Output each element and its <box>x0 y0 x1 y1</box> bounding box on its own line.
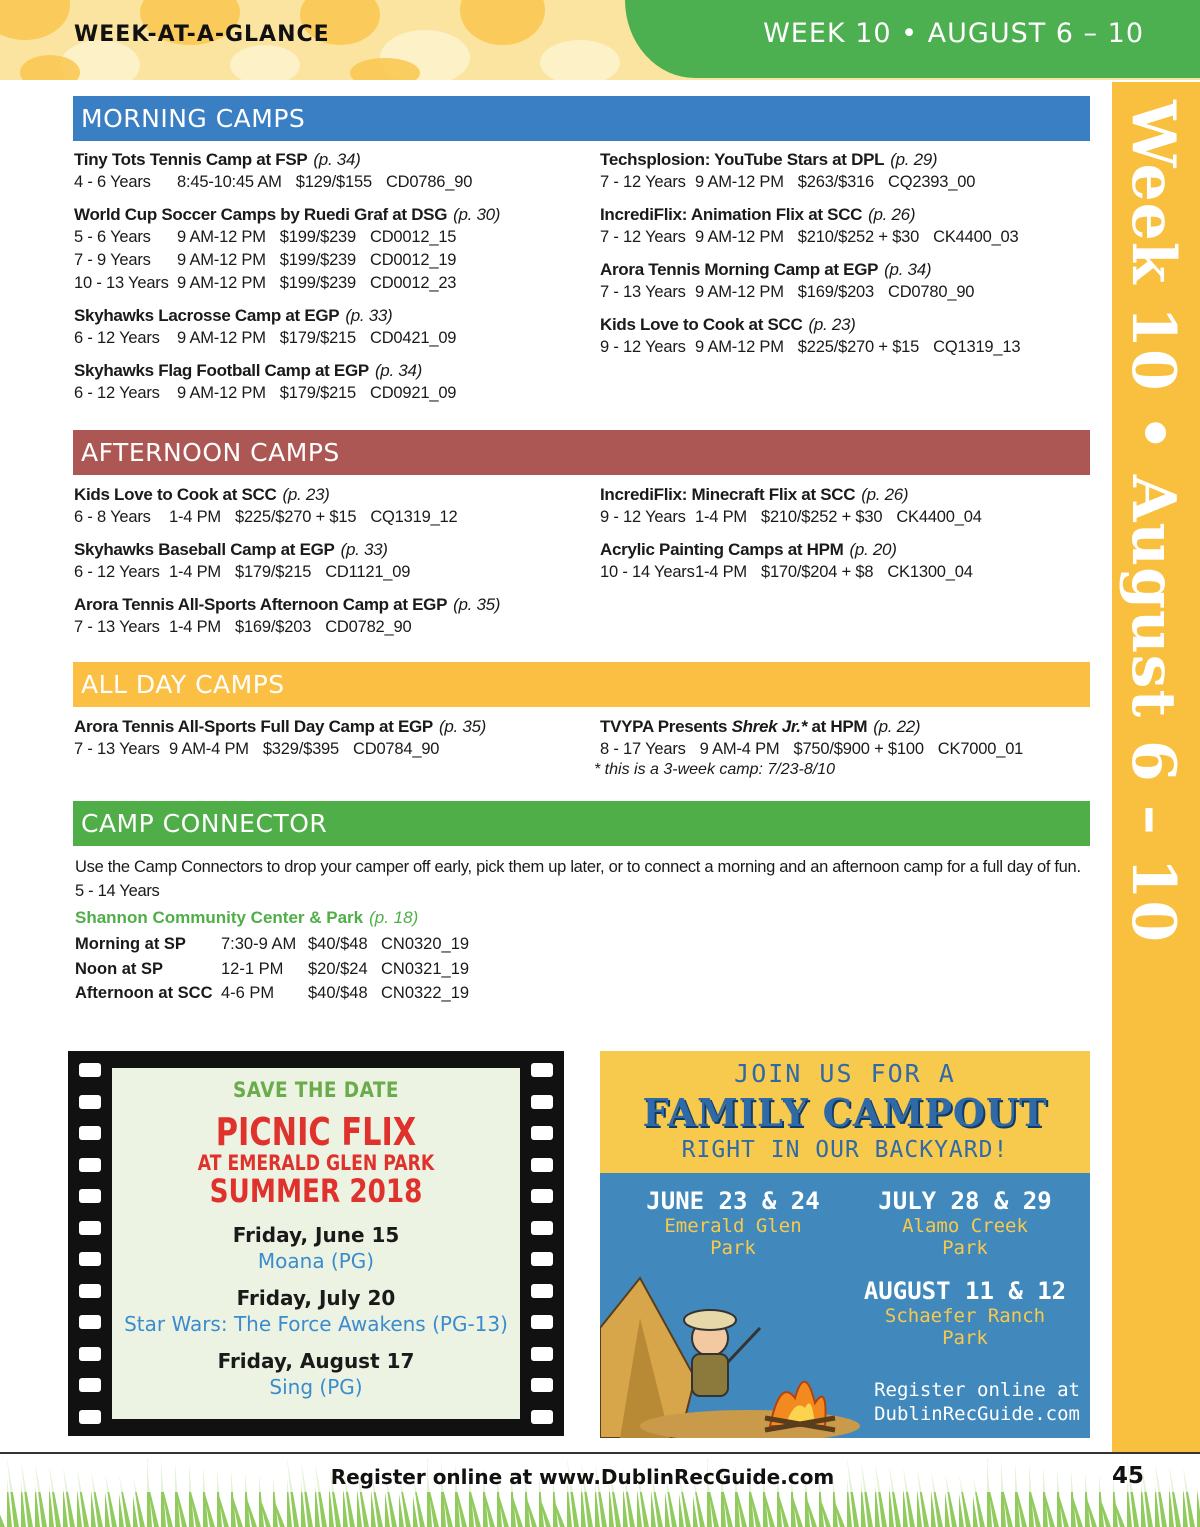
film-sprocket-hole <box>531 1158 553 1172</box>
afternoon-camps-header: AFTERNOON CAMPS <box>73 430 1090 475</box>
camp-details <box>74 382 574 405</box>
camp-entry <box>600 148 1100 194</box>
film-sprocket-hole <box>79 1158 101 1172</box>
showing-movie: Star Wars: The Force Awakens (PG-13) <box>124 1312 508 1336</box>
showing-movie: Sing (PG) <box>269 1375 363 1399</box>
camp-name: Acrylic Painting Camps at HPM <box>600 540 844 559</box>
connector-time: 7:30-9 AM <box>221 935 297 953</box>
camp-time: 1-4 PM <box>695 508 747 526</box>
camp-age: 10 - 13 Years <box>74 274 169 292</box>
camp-age: 7 - 13 Years <box>74 740 160 758</box>
film-sprocket-hole <box>531 1189 553 1203</box>
connector-code: CN0321_19 <box>381 959 470 978</box>
camp-details <box>74 561 574 584</box>
camp-details <box>74 249 574 272</box>
camp-time: 9 AM-12 PM <box>177 329 266 347</box>
camp-age: 9 - 12 Years <box>600 338 686 356</box>
film-sprocket-hole <box>79 1126 101 1140</box>
camp-time: 9 AM-12 PM <box>695 283 784 301</box>
camp-age: 4 - 6 Years <box>74 173 151 191</box>
film-sprocket-hole <box>531 1378 553 1392</box>
camp-age: 7 - 13 Years <box>74 618 160 636</box>
campout-place: Emerald Glen <box>664 1215 802 1237</box>
camp-title <box>74 483 574 506</box>
camp-time: 9 AM-12 PM <box>177 274 266 292</box>
camp-entry <box>74 148 574 194</box>
camp-connector-header: CAMP CONNECTOR <box>73 801 1090 846</box>
film-sprocket-hole <box>531 1221 553 1235</box>
all-day-camps-left-column <box>74 715 574 770</box>
camp-price: $210/$252 + $30 <box>797 228 920 246</box>
film-sprocket-hole <box>79 1221 101 1235</box>
connector-name: Morning at SP <box>75 935 186 953</box>
camp-time: 9 AM-12 PM <box>695 338 784 356</box>
camp-page-ref: (p. 22) <box>873 717 921 736</box>
film-sprocket-hole <box>531 1252 553 1266</box>
camp-age: 9 - 12 Years <box>600 508 686 526</box>
camp-page-ref: (p. 33) <box>345 306 393 325</box>
camp-details <box>600 281 1100 304</box>
campout-place-suffix: Park <box>942 1237 988 1259</box>
camp-age: 7 - 13 Years <box>600 283 686 301</box>
camp-name-prefix: TVYPA Presents <box>600 717 732 736</box>
camp-entry <box>74 483 574 529</box>
camp-title <box>600 538 1100 561</box>
week-at-a-glance-label: WEEK-AT-A-GLANCE <box>74 22 330 47</box>
camp-time: 9 AM-12 PM <box>695 173 784 191</box>
camp-details <box>600 506 1100 529</box>
campout-date-block <box>850 1187 1080 1259</box>
camp-page-ref: (p. 34) <box>884 260 932 279</box>
camp-title <box>600 715 1100 738</box>
camp-title <box>74 593 574 616</box>
showing-date: Friday, June 15 <box>232 1223 400 1247</box>
camp-age: 10 - 14 Years <box>600 563 695 581</box>
side-week-tab-text: Week 10 • August 6 – 10 <box>1118 100 1188 944</box>
camp-entry <box>74 304 574 350</box>
campout-join: JOIN US FOR A <box>734 1059 956 1088</box>
camp-name: IncrediFlix: Animation Flix at SCC <box>600 205 863 224</box>
camp-code: CD0012_23 <box>370 274 457 292</box>
camp-age: 6 - 12 Years <box>74 384 160 402</box>
camp-price: $129/$155 <box>295 173 372 191</box>
camp-price: $750/$900 + $100 <box>793 740 924 758</box>
connector-time: 4-6 PM <box>221 984 275 1002</box>
camp-price: $179/$215 <box>279 329 356 347</box>
camp-code: CK4400_04 <box>896 508 982 526</box>
campout-place-suffix: Park <box>710 1237 756 1259</box>
camp-time: 9 AM-12 PM <box>177 251 266 269</box>
camp-price: $199/$239 <box>279 228 356 246</box>
camp-code: CK1300_04 <box>887 563 973 581</box>
camp-code: CK4400_03 <box>933 228 1019 246</box>
campout-title: FAMILY CAMPOUT <box>642 1090 1048 1135</box>
film-sprocket-hole <box>79 1347 101 1361</box>
camp-code: CD0421_09 <box>370 329 457 347</box>
footer-register-link[interactable]: Register online at www.DublinRecGuide.com <box>330 1465 835 1489</box>
film-sprocket-hole <box>531 1410 553 1424</box>
campout-register-url[interactable]: DublinRecGuide.com <box>874 1403 1080 1425</box>
showing-movie: Moana (PG) <box>257 1249 375 1273</box>
campout-place: Alamo Creek <box>902 1215 1028 1237</box>
camp-details <box>74 272 574 295</box>
camp-details <box>600 226 1100 249</box>
camp-details <box>74 738 574 761</box>
connector-row <box>75 932 469 957</box>
page-number: 45 <box>1112 1463 1145 1489</box>
camp-title <box>600 483 1100 506</box>
camp-price: $179/$215 <box>279 384 356 402</box>
camp-price: $329/$395 <box>262 740 340 758</box>
camp-footnote: * this is a 3-week camp: 7/23-8/10 <box>594 761 836 778</box>
camp-page-ref: (p. 34) <box>374 361 422 380</box>
camp-name: Kids Love to Cook at SCC <box>600 315 803 334</box>
camp-price: $225/$270 + $15 <box>234 508 357 526</box>
connector-name: Noon at SP <box>75 959 164 978</box>
camp-entry <box>600 483 1100 529</box>
film-sprocket-hole <box>531 1095 553 1109</box>
picnic-flix-season: SUMMER 2018 <box>209 1172 423 1210</box>
camp-page-ref: (p. 34) <box>313 150 361 169</box>
film-sprocket-hole <box>79 1410 101 1424</box>
camp-age: 7 - 9 Years <box>74 251 151 269</box>
camp-age: 7 - 12 Years <box>600 228 686 246</box>
camp-age: 5 - 6 Years <box>74 228 151 246</box>
camp-page-ref: (p. 23) <box>282 485 330 504</box>
campout-date: JULY 28 & 29 <box>878 1187 1052 1215</box>
all-day-camps-header: ALL DAY CAMPS <box>73 662 1090 707</box>
camp-page-ref: (p. 35) <box>438 717 487 736</box>
camp-code: CQ2393_00 <box>888 173 976 191</box>
connector-price: $20/$24 <box>308 959 368 978</box>
camp-page-ref: (p. 26) <box>861 485 909 504</box>
camp-title <box>74 304 574 327</box>
camp-entry <box>74 715 574 761</box>
campout-date-block <box>840 1277 1090 1349</box>
camp-age: 8 - 17 Years <box>600 740 686 758</box>
camp-name: IncrediFlix: Minecraft Flix at SCC <box>600 485 856 504</box>
save-the-date: SAVE THE DATE <box>232 1078 399 1102</box>
picnic-flix-subtitle: AT EMERALD GLEN PARK <box>197 1151 435 1175</box>
camp-time: 8:45-10:45 AM <box>177 173 282 191</box>
camp-page-ref: (p. 20) <box>849 540 897 559</box>
camp-time: 1-4 PM <box>695 563 747 581</box>
camp-name: Tiny Tots Tennis Camp at FSP <box>74 150 308 169</box>
connector-description-text: Use the Camp Connectors to drop your camper off early, pick them up later, or to connect a morning and an afternoon camp for a full day of fun. <box>75 858 1081 876</box>
camp-entry <box>600 203 1100 249</box>
film-sprocket-hole <box>531 1126 553 1140</box>
film-sprocket-hole <box>79 1063 101 1077</box>
camp-name: Techsplosion: YouTube Stars at DPL <box>600 150 885 169</box>
camp-age: 7 - 12 Years <box>600 173 686 191</box>
camp-age: 6 - 12 Years <box>74 563 160 581</box>
connector-ages: 5 - 14 Years <box>75 882 160 900</box>
camp-details <box>600 738 1100 761</box>
camp-price: $210/$252 + $30 <box>760 508 883 526</box>
film-sprocket-hole <box>79 1252 101 1266</box>
camp-time: 9 AM-4 PM <box>169 740 249 758</box>
camp-code: CD0786_90 <box>385 173 473 191</box>
camp-details <box>74 616 574 639</box>
camp-time: 9 AM-4 PM <box>699 740 780 758</box>
camp-code: CQ1319_12 <box>370 508 458 526</box>
camp-details <box>600 561 1100 584</box>
campout-place: Schaefer Ranch <box>884 1305 1046 1327</box>
camp-details <box>74 327 574 350</box>
camp-title <box>600 148 1100 171</box>
connector-time: 12-1 PM <box>221 959 284 978</box>
camp-code: CD0012_15 <box>370 228 457 246</box>
camp-page-ref: (p. 33) <box>340 540 388 559</box>
camp-code: CD0780_90 <box>888 283 975 301</box>
film-sprocket-hole <box>531 1315 553 1329</box>
camp-age: 6 - 12 Years <box>74 329 160 347</box>
camp-name: Skyhawks Lacrosse Camp at EGP <box>74 306 340 325</box>
connector-name: Afternoon at SCC <box>75 984 213 1002</box>
camp-time: 1-4 PM <box>169 618 221 636</box>
camp-entry <box>74 593 574 639</box>
film-sprocket-hole <box>531 1284 553 1298</box>
camp-time: 9 AM-12 PM <box>177 384 266 402</box>
film-sprocket-hole <box>79 1378 101 1392</box>
camp-title <box>600 203 1100 226</box>
camp-title <box>74 538 574 561</box>
film-sprocket-hole <box>79 1095 101 1109</box>
camp-name: Skyhawks Flag Football Camp at EGP <box>74 361 369 380</box>
camp-entry <box>600 258 1100 304</box>
picnic-flix-screen <box>112 1068 520 1419</box>
camp-price: $169/$203 <box>234 618 312 636</box>
film-sprocket-hole <box>79 1315 101 1329</box>
connector-location-page: (p. 18) <box>369 908 419 927</box>
camper-campfire-illustration <box>600 1258 860 1438</box>
morning-camps-left-column <box>74 148 574 414</box>
all-day-camps-right-column <box>594 715 1100 788</box>
connector-location-name: Shannon Community Center & Park <box>75 908 364 927</box>
film-sprocket-hole <box>531 1063 553 1077</box>
camp-details <box>74 226 574 249</box>
connector-description <box>75 855 1095 903</box>
connector-row <box>75 981 469 1006</box>
camp-entry <box>74 538 574 584</box>
camp-code: CD0784_90 <box>353 740 440 758</box>
camp-name: Arora Tennis All-Sports Afternoon Camp at EGP <box>74 595 448 614</box>
connector-schedule-table <box>75 932 469 1006</box>
camp-time: 1-4 PM <box>169 508 221 526</box>
camp-price: $170/$204 + $8 <box>760 563 874 581</box>
camp-price: $169/$203 <box>797 283 874 301</box>
camp-age: 6 - 8 Years <box>74 508 151 526</box>
camp-name-suffix: at HPM <box>807 717 868 736</box>
camp-code: CD1121_09 <box>325 563 411 581</box>
camp-time: 9 AM-12 PM <box>177 228 266 246</box>
film-sprocket-hole <box>79 1284 101 1298</box>
camp-price: $263/$316 <box>797 173 874 191</box>
campout-header <box>600 1051 1090 1173</box>
connector-location <box>75 908 418 928</box>
camp-entry <box>600 538 1100 584</box>
camp-details <box>600 171 1100 194</box>
connector-code: CN0322_19 <box>381 984 470 1002</box>
morning-camps-header: MORNING CAMPS <box>73 96 1090 141</box>
camp-page-ref: (p. 26) <box>868 205 916 224</box>
camp-name: Arora Tennis All-Sports Full Day Camp at EGP <box>74 717 433 736</box>
connector-row <box>75 957 469 982</box>
connector-price: $40/$48 <box>308 984 368 1002</box>
camp-entry <box>600 313 1100 359</box>
camp-code: CD0921_09 <box>370 384 457 402</box>
camp-time: 9 AM-12 PM <box>695 228 784 246</box>
camp-code: CK7000_01 <box>937 740 1024 758</box>
camp-price: $199/$239 <box>279 274 356 292</box>
campout-register-text: Register online at <box>874 1379 1080 1401</box>
film-sprocket-hole <box>531 1347 553 1361</box>
film-sprocket-hole <box>79 1189 101 1203</box>
campout-body <box>600 1173 1090 1438</box>
picnic-flix-title: PICNIC FLIX <box>215 1110 417 1154</box>
camp-title <box>74 203 574 226</box>
camp-page-ref: (p. 29) <box>890 150 938 169</box>
camp-entry <box>594 715 1100 779</box>
camp-page-ref: (p. 30) <box>453 205 501 224</box>
camp-name: Skyhawks Baseball Camp at EGP <box>74 540 335 559</box>
camp-price: $225/$270 + $15 <box>797 338 920 356</box>
camp-code: CD0012_19 <box>370 251 457 269</box>
family-campout-ad <box>600 1051 1090 1438</box>
camp-name: Kids Love to Cook at SCC <box>74 485 277 504</box>
camp-title <box>74 715 574 738</box>
camp-entry <box>74 359 574 405</box>
campout-date-block <box>618 1187 848 1259</box>
camp-page-ref: (p. 35) <box>453 595 501 614</box>
camp-name: Arora Tennis Morning Camp at EGP <box>600 260 879 279</box>
afternoon-camps-right-column <box>600 483 1100 593</box>
campout-tagline: RIGHT IN OUR BACKYARD! <box>681 1137 1009 1163</box>
campout-date: AUGUST 11 & 12 <box>863 1277 1067 1305</box>
campout-register <box>874 1378 1080 1426</box>
connector-code: CN0320_19 <box>381 935 470 953</box>
morning-camps-right-column <box>600 148 1100 368</box>
campout-place-suffix: Park <box>942 1327 988 1349</box>
connector-price: $40/$48 <box>308 935 368 953</box>
camp-name: World Cup Soccer Camps by Ruedi Graf at DSG <box>74 205 448 224</box>
afternoon-camps-left-column <box>74 483 574 648</box>
camp-entry <box>74 203 574 295</box>
campout-date: JUNE 23 & 24 <box>646 1187 820 1215</box>
camp-title <box>600 313 1100 336</box>
header-week-title: WEEK 10 • AUGUST 6 – 10 <box>763 18 1144 49</box>
camp-price: $199/$239 <box>279 251 356 269</box>
camp-name-italic: Shrek Jr.* <box>731 717 808 736</box>
camp-title <box>74 148 574 171</box>
camp-details <box>74 171 574 194</box>
camp-title <box>600 258 1100 281</box>
camp-price: $179/$215 <box>234 563 312 581</box>
camp-code: CQ1319_13 <box>933 338 1021 356</box>
camp-time: 1-4 PM <box>169 563 221 581</box>
picnic-flix-ad <box>68 1051 564 1436</box>
camp-code: CD0782_90 <box>325 618 412 636</box>
camp-title <box>74 359 574 382</box>
camp-details <box>600 336 1100 359</box>
showing-date: Friday, July 20 <box>236 1286 396 1310</box>
camp-page-ref: (p. 23) <box>808 315 856 334</box>
showing-date: Friday, August 17 <box>217 1349 415 1373</box>
camp-details <box>74 506 574 529</box>
